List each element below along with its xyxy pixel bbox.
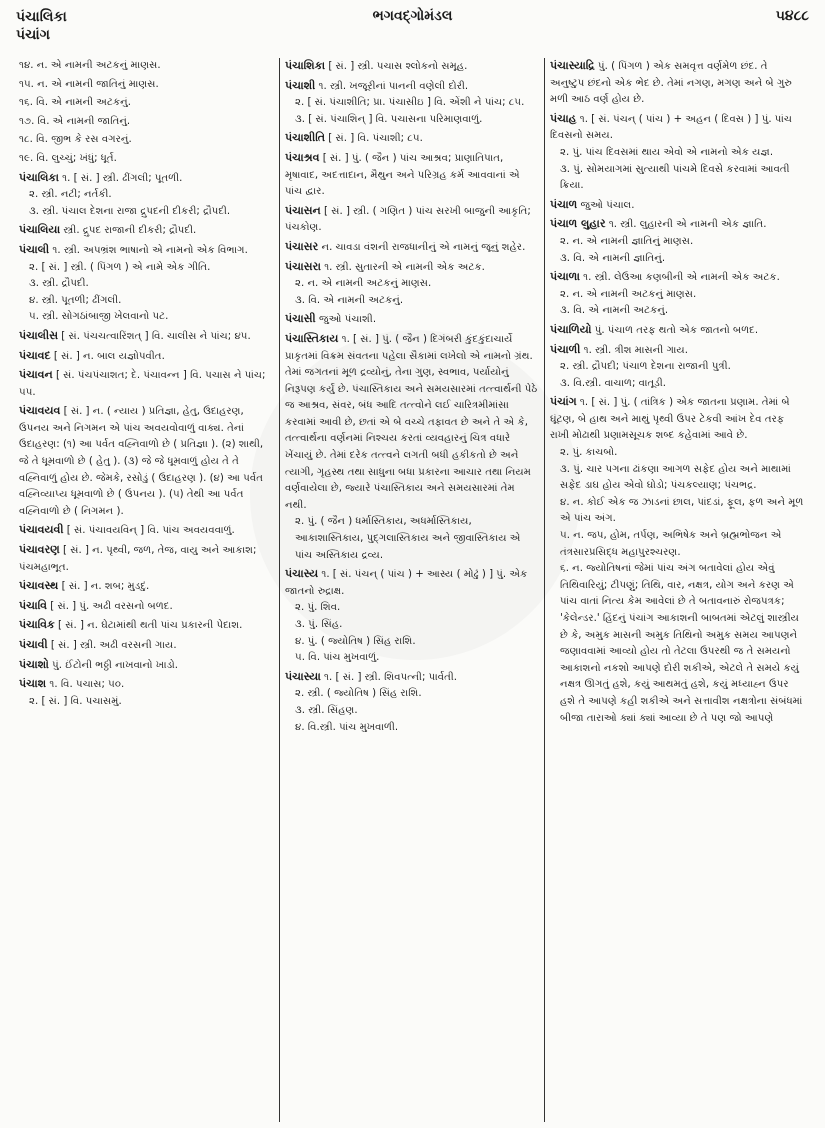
dictionary-entry	[285, 203, 539, 237]
sub-definition: ૨. પું. પાંચ દિવસમાં થાય એવો એ નામનો એક યજ્ઞ.	[560, 146, 774, 158]
dictionary-entry	[285, 259, 539, 310]
dictionary-entry	[19, 114, 274, 131]
entry-definition	[19, 170, 274, 188]
headword: પંચાસ્યા	[285, 669, 321, 683]
entry-definition	[19, 58, 274, 75]
definition-text: ૧૫. ન. એ નામની જાતિનું માણસ.	[19, 78, 159, 90]
sub-definition: ૩. પું. ચાર પગના ઢાંકણા આગળ સફેદ હોય અને માથામાં સફેદ ડાઘ હોય એવો ઘોડો; પંચકલ્યાણ; પંચભદ્ર.	[560, 463, 791, 492]
entry-definition	[19, 403, 274, 520]
headword: પંચાશી	[285, 78, 316, 92]
headword: પંચાવિક	[19, 618, 55, 632]
sub-definition: ૪. વિ.સ્ત્રી. પાંચ મુખવાળી.	[295, 721, 399, 733]
definition-text: [ સં. ] ન. શબ; મુડદું.	[61, 581, 150, 593]
definition-text: ૧. સ્ત્રી. સુતારની એ નામની એક અટક.	[324, 261, 485, 273]
entry-definition	[19, 348, 274, 366]
dictionary-entry	[285, 150, 539, 201]
entry-definition	[19, 578, 274, 596]
definition-text: ૧. [ સં. ] સ્ત્રી. શિવપત્ની; પાર્વતી.	[324, 671, 458, 683]
dictionary-entry	[285, 331, 539, 564]
definition-text: સ્ત્રી. દ્રુપદ રાજાની દીકરી; દ્રૌપદી.	[63, 225, 197, 237]
definition-text: ૧૯. વિ. લુચ્ચું; ખંધું; ધૂર્ત.	[19, 152, 117, 164]
headword: પંચાસ્ય	[285, 567, 319, 581]
definition-text: [ સં. ] સ્ત્રી. પચાસ શ્લોકનો સમૂહ.	[328, 61, 468, 72]
entry-definition	[19, 222, 274, 240]
definition-text: ૧. [ સં. ] સ્ત્રી. ઢીંગલી; પૂતળી.	[62, 172, 183, 184]
sub-definition: ૨. સ્ત્રી. નટી; નર્તકી.	[29, 189, 112, 201]
headword: પંચાવરણ	[19, 543, 60, 557]
headword: પંચાવસ્થ	[19, 579, 59, 593]
sub-definition: ૩. વિ. એ નામની અટકનું.	[295, 294, 404, 306]
sub-definition: ૩. વિ. એ નામની જ્ઞાતિનું.	[560, 252, 666, 264]
entry-definition	[19, 657, 274, 675]
headword: પંચાશ્રવ	[285, 150, 320, 164]
sub-definition: ૨. ન. એ નામની જ્ઞાતિનું માણસ.	[560, 235, 694, 247]
page-header	[16, 8, 809, 48]
definition-text: [ સં. ] સ્ત્રી. ( ગણિત ) પાંચ સરખી બાજુની આકૃતિ; પંચકોણ.	[285, 205, 531, 234]
column-2	[279, 58, 544, 1122]
dictionary-entry	[550, 216, 804, 267]
headword: પંચાવયવ	[19, 404, 61, 418]
dictionary-entry	[285, 239, 539, 257]
dictionary-entry	[550, 197, 804, 215]
entry-definition	[550, 394, 804, 445]
headword: પંચાશીતિ	[285, 131, 326, 145]
entry-definition	[550, 342, 804, 360]
dictionary-entry	[19, 132, 274, 149]
headword: પંચાળ	[550, 197, 578, 211]
definition-text: [ સં. ] પું. ( જૈન ) પાંચ આશ્રવ; પ્રાણાતિપાત, મૃષાવાદ, અદત્તાદાન, મૈથુન અને પરિગ્રહ કર્મ આવવાનાં એ પાંચ દ્વાર.	[285, 152, 520, 198]
definition-text: ૧૭. વિ. એ નામની જાતિનું.	[19, 115, 131, 127]
entry-definition	[550, 58, 804, 109]
entry-definition	[285, 203, 539, 237]
definition-text: ૧. સ્ત્રી. અપભ્રંશ ભાષાનો એ નામનો એક વિભાગ.	[52, 244, 248, 256]
definition-text: ૧. [ સં. ] પું. ( તાંત્રિક ) એક જાતના પ્રણામ. તેમાં બે ઘૂંટણ, બે હાથ અને માથું પૃથ્વી ઉપર ટેકવી આંખ દેવ તરફ રાખી મોઢાથી પ્રણામસૂચક શબ્દ કહેવામાં આવે છે.	[550, 397, 790, 442]
dictionary-entry	[285, 130, 539, 148]
dictionary-entry	[19, 77, 274, 94]
entry-definition	[285, 78, 539, 96]
dictionary-entry	[19, 578, 274, 596]
headword: પંચાસર	[285, 239, 319, 253]
dictionary-entry	[19, 657, 274, 675]
entry-definition	[19, 132, 274, 149]
definition-text: [ સં. પંચચત્વારિંશત્ ] વિ. ચાલીસ ને પાંચ; ૪૫.	[61, 330, 251, 342]
sub-definition: ૫. સ્ત્રી. સોગઠાંબાજી ખેલવાનો પટ.	[29, 311, 169, 323]
headword: પંચાવદ	[19, 348, 51, 362]
headword: પંચાસરા	[285, 259, 321, 273]
dictionary-entry	[285, 311, 539, 329]
entry-definition	[285, 58, 539, 76]
definition-text: જુઓ પંચાશી.	[318, 314, 377, 326]
definition-text: ૧. વિ. પચાસ; ૫૦.	[49, 679, 125, 691]
definition-text: ૧. [ સં. પંચન્ ( પાંચ ) + આસ્ય ( મોઢું ) ] પું. એક જાતનો રુદ્રાક્ષ.	[285, 569, 528, 597]
dictionary-entry	[19, 242, 274, 326]
sub-definition: ૩. પું. સિંહ.	[295, 619, 343, 630]
definition-text: ૧૬. વિ. એ નામની અટકનું.	[19, 97, 132, 109]
entry-definition	[285, 311, 539, 329]
sub-definition: ૨. પું. કાચબો.	[560, 447, 618, 459]
sub-definition: ૨. સ્ત્રી. દ્રૌપદી; પંચાળ દેશના રાજાની પુત્રી.	[560, 361, 731, 373]
sub-definition: ૨. પું. શિવ.	[295, 602, 341, 614]
entry-definition	[550, 322, 804, 340]
sub-definition: ૩. સ્ત્રી. દ્રૌપદી.	[29, 278, 89, 290]
dictionary-entry	[19, 637, 274, 655]
sub-definition: ૨. ન. એ નામની અટકનું માણસ.	[295, 278, 432, 290]
dictionary-entry	[550, 111, 804, 195]
definition-text: ૧. સ્ત્રી. લુહારની એ નામની એક જ્ઞાતિ.	[608, 219, 767, 231]
definition-text: જુઓ પંચાલ.	[580, 199, 635, 211]
entry-definition	[285, 130, 539, 148]
dictionary-entry	[550, 322, 804, 340]
entry-definition	[285, 566, 539, 600]
headword: પંચાળિયો	[550, 322, 592, 336]
entry-definition	[19, 637, 274, 655]
entry-definition	[19, 151, 274, 168]
headword: પંચાંગ	[550, 395, 577, 409]
dictionary-entry	[19, 348, 274, 366]
entry-definition	[19, 95, 274, 112]
entry-definition	[19, 676, 274, 694]
sub-definition: ૩. વિ.સ્ત્રી. વાચાળ; વાતૂડી.	[560, 377, 667, 389]
headword: પંચાવી	[19, 638, 48, 651]
entry-definition	[19, 114, 274, 131]
entry-definition	[19, 328, 274, 346]
entry-definition	[19, 242, 274, 260]
sub-definition: ૪. સ્ત્રી. પૂતળી; ઢીંગલી.	[29, 294, 122, 306]
dictionary-entry	[285, 78, 539, 129]
dictionary-entry	[19, 598, 274, 616]
dictionary-columns	[14, 58, 811, 1122]
definition-text: [ સં. ] ન. ઘેટામાંથી થતી પાંચ પ્રકારની પેદાશ.	[58, 620, 243, 632]
dictionary-entry	[19, 170, 274, 221]
headword: પંચાવિ	[19, 598, 47, 612]
definition-text: ૧. સ્ત્રી. ત્રીશ માસની ગાય.	[583, 344, 688, 356]
dictionary-entry	[550, 342, 804, 393]
definition-text: [ સં. ] પું. અઢી વરસનો બળદ.	[50, 600, 173, 612]
headword: પંચાલી	[19, 242, 50, 256]
headword: પંચાવન	[19, 368, 53, 382]
headword: પંચાલિયા	[19, 223, 61, 237]
headword: પંચાસ્તિકાય	[285, 331, 339, 345]
definition-text: [ સં. ] ન. પૃથ્વી, જળ, તેજ, વાયુ અને આકાશ; પંચમહાભૂત.	[19, 545, 257, 573]
headword: પંચાળા	[550, 270, 580, 284]
sub-definition: ૨. [ સં. ] સ્ત્રી. ( પિંગળ ) એ નામે એક ગીતિ.	[29, 261, 211, 273]
headword: પંચાલિકા	[19, 170, 59, 184]
dictionary-entry	[19, 522, 274, 540]
definition-text: ૧. [ સં. ] પું. ( જૈન ) દિગંબરી કુંદકુંદાચાર્યે પ્રાકૃતમાં વિક્રમ સંવતના પહેલા સૈકામાં લખેલો એ નામનો ગ્રંથ. તેમાં જગતનાં મૂળ દ્રવ્યોનું, તેના ગુણ, સ્વભાવ, પર્યાયોનું નિરૂપણ કર્યું છે. પંચાસ્તિકાય અને સમયસારમાં તત્ત્વાર્થની પેઠે જ આશ્રવ, સંવર, બંધ આદિ તત્ત્વોને લઈ ચારિત્રમીમાંસા કરવામાં આવી છે, છતાં એ બે વચ્ચે તફાવત છે અને તે એ કે, તત્ત્વાર્થના વર્ણનમાં નિશ્ચય કરતાં વ્યવહારનું ચિત્ર વધારે ખેંચાયું છે. તેમાં દરેક તત્ત્વને લગતી બધી હકીકતો છે અને ત્યાગી, ગૃહસ્થ તથા સાધુના બધા પ્રકારના આચાર તથા નિયમ વર્ણવાયેલા છે, જ્યારે પંચાસ્તિકાય અને સમયસારમાં તેમ નથી.	[285, 333, 538, 511]
entry-definition	[19, 367, 274, 401]
definition-text: ૧. સ્ત્રી. ખજૂરીનાં પાનની વણેલી દોરી.	[318, 80, 469, 92]
dictionary-entry	[19, 542, 274, 576]
definition-text: ૧. [ સં. પંચન્ ( પાંચ ) + અહન ( દિવસ ) ] પું. પાંચ દિવસનો સમય.	[550, 113, 793, 142]
sub-definition: ૨. પું. ( જૈન ) ધર્માસ્તિકાય, અધર્માસ્તિકાય, આકાશાસ્તિકાય, પુદ્ગલાસ્તિકાય અને જીવાસ્તિકાય એ પાંચ અસ્તિકાય દ્રવ્ય.	[295, 516, 521, 561]
headword: પંચાહ	[550, 111, 577, 125]
dictionary-entry	[285, 669, 539, 736]
entry-definition	[19, 522, 274, 540]
sub-definition: ૬. ન. જ્યોતિષનાં જેમાં પાંચ અંગ બતાવેલાં હોય એવું તિથિવારિયું; ટીપણું; તિથિ, વાર, નક્ષત્ર, યોગ અને કરણ એ પાંચ વાતાં નિત્ય કેમ આવેલાં છે તે બતાવનારું રોજપત્રક; 'કેલેન્ડર.' હિંદનું પંચાંગ આકાશની બાબતમાં એટલું શાસ્ત્રીય છે કે, અમુક માસની અમુક તિથિનો અમુક સમય આપણને જણાવવામાં આવ્યો હોય તો તેટલા ઉપરથી જ તે સમયનો આકાશનો નકશો આપણે દોરી શકીએ, એટલે તે સમયે કયું નક્ષત્ર ઊગતું હશે, કયું આથમતું હશે, કયું મધ્યાહ્ન ઉપર હશે તે આપણે કહી શકીએ અને સત્તાવીશ નક્ષત્રોના સંબંધમાં બીજા તારાઓ ક્યાં ક્યાં આવ્યા છે તે પણ જો આપણે	[560, 563, 803, 724]
sub-definition: ૩. સ્ત્રી. સિંહણ.	[295, 704, 358, 716]
sub-definition: ૫. ન. જપ, હોમ, તર્પણ, અભિષેક અને બ્રહ્મભોજન એ તંત્રસારપ્રસિદ્ધ મહાપુરશ્ચરણ.	[560, 530, 782, 558]
entry-definition	[285, 669, 539, 687]
definition-text: [ સં. ] ન. બાલ યજ્ઞોપવીત.	[53, 350, 165, 362]
dictionary-entry	[19, 403, 274, 520]
definition-text: [ સં. ] ન. ( ન્યાય ) પ્રતિજ્ઞા, હેતુ, ઉદાહરણ, ઉપનય અને નિગમન એ પાંચ અવયવોવાળું વાક્ય. તેનાં ઉદાહરણ: (૧) આ પર્વત વહ્નિવાળો છે ( પ્રતિજ્ઞા ). (૨) શાથી, જે તે ધૂમવાળો છે ( હેતુ ). (૩) જે જે ધૂમવાળું હોય તે તે વહ્નિવાળું હોય છે. જેમકે, રસોડું ( ઉદાહરણ ). (૪) આ પર્વત વહ્નિવ્યાપ્ય ધૂમવાળો છે ( ઉપનય ). (૫) તેથી આ પર્વત વહ્નિવાળો છે ( નિગમન ).	[19, 406, 264, 517]
first-headword: પંચાલિકા	[16, 9, 67, 25]
dictionary-entry	[19, 676, 274, 710]
definition-text: પું. ( પિંગળ ) એક સમવૃત્ત વર્ણમેળ છંદ. તે અનુષ્ટુપ છંદનો એક ભેદ છે. તેમાં નગણ, મગણ અને બે ગુરુ મળી આઠ વર્ણ હોય છે.	[550, 61, 792, 106]
sub-definition: ૩. વિ. એ નામની અટકનું.	[560, 305, 669, 317]
dictionary-entry	[19, 222, 274, 240]
definition-text: [ સં. ] વિ. પંચાશી; ૮૫.	[328, 133, 423, 145]
book-title: ભગવદ્ગોમંડલ	[372, 8, 453, 24]
column-1	[14, 58, 279, 1122]
definition-text: પું. ઈંટોની ભઠ્ઠી નાખવાનો ખાડો.	[52, 659, 179, 671]
sub-definition: ૫. વિ. પાંચ મુખવાળું.	[295, 652, 380, 664]
dictionary-entry	[19, 328, 274, 346]
definition-text: ન. ચાવડા વંશની રાજધાનીનું એ નામનું જૂનું શહેર.	[321, 241, 526, 253]
column-3	[544, 58, 809, 1122]
dictionary-entry	[285, 58, 539, 76]
definition-text: [ સં. પંચાવયવિન્ ] વિ. પાંચ અવયવવાળું.	[66, 525, 235, 537]
headword: પંચાશો	[19, 657, 49, 671]
entry-definition	[285, 259, 539, 277]
entry-definition	[19, 77, 274, 94]
definition-text: ૧૪. ન. એ નામની અટકનું માણસ.	[19, 60, 161, 71]
headword: પંચાસ્યાદ્રિ	[550, 59, 595, 72]
page-number: ૫૪૮૮	[775, 8, 809, 24]
sub-definition: ૩. [ સં. પંચાશિન્ ] વિ. પચાસના પરિમાણવાળું.	[295, 113, 483, 125]
headword: પંચાસન	[285, 203, 321, 217]
entry-definition	[285, 239, 539, 257]
entry-definition	[550, 111, 804, 145]
definition-text: ૧. સ્ત્રી. લેઉઆ કણબીની એ નામની એક અટક.	[583, 272, 780, 284]
dictionary-entry	[550, 394, 804, 727]
sub-definition: ૪. ન. કોઈ એક જ ઝાડનાં છાલ, પાંદડાં, ફૂલ, ફળ અને મૂળ એ પાંચ અંગ.	[560, 496, 804, 525]
entry-definition	[19, 617, 274, 635]
sub-definition: ૩. સ્ત્રી. પંચાલ દેશના રાજા દ્રુપદની દીકરી; દ્રૌપદી.	[29, 205, 231, 217]
sub-definition: ૨. સ્ત્રી. ( જ્યોતિષ ) સિંહ રાશિ.	[295, 688, 422, 700]
dictionary-entry	[19, 95, 274, 112]
entry-definition	[285, 331, 539, 515]
definition-text: [ સં. ] સ્ત્રી. અઢી વરસની ગાય.	[50, 640, 177, 651]
headword: પંચાસી	[285, 312, 316, 326]
dictionary-entry	[19, 58, 274, 75]
dictionary-entry	[550, 269, 804, 320]
entry-definition	[285, 150, 539, 201]
sub-definition: ૨. [ સં. પંચાશીતિ; પ્રા. પંચાસીઇ ] વિ. એંશી ને પાંચ; ૮૫.	[295, 97, 525, 109]
sub-definition: ૨. ન. એ નામની અટકનું માણસ.	[560, 288, 697, 300]
sub-definition: ૩. પું. સોમયાગમાં સુત્યાથી પાંચમે દિવસે કરવામાં આવતી ક્રિયા.	[560, 163, 790, 192]
definition-text: [ સં. પંચપંચાશત; દે. પંચાવન્ન ] વિ. પચાસ ને પાંચ; ૫૫.	[19, 370, 266, 398]
headword: પંચાળી	[550, 342, 581, 356]
entry-definition	[550, 216, 804, 234]
dictionary-entry	[19, 617, 274, 635]
sub-definition: ૨. [ સં. ] વિ. પચાસમું.	[29, 695, 122, 707]
headword: પંચાશ	[19, 677, 47, 691]
last-headword: પંચાંગ	[16, 27, 50, 43]
headword: પંચાલીસ	[19, 328, 59, 342]
entry-definition	[550, 269, 804, 287]
definition-text: ૧૮. વિ. જીભ કે રસ વગરનું.	[19, 134, 132, 146]
entry-definition	[550, 197, 804, 215]
headword: પંચાવયવી	[19, 523, 64, 537]
headword: પંચાળ લુહાર	[550, 217, 606, 231]
dictionary-entry	[19, 367, 274, 401]
dictionary-entry	[285, 566, 539, 667]
sub-definition: ૪. પું. ( જ્યોતિષ ) સિંહ રાશિ.	[295, 635, 416, 647]
dictionary-entry	[550, 58, 804, 109]
headword: પંચાશિકા	[285, 59, 326, 72]
entry-definition	[19, 542, 274, 576]
dictionary-entry	[19, 151, 274, 168]
definition-text: પું. પંચાળ તરફ થતો એક જાતનો બળદ.	[594, 324, 759, 336]
entry-definition	[19, 598, 274, 616]
